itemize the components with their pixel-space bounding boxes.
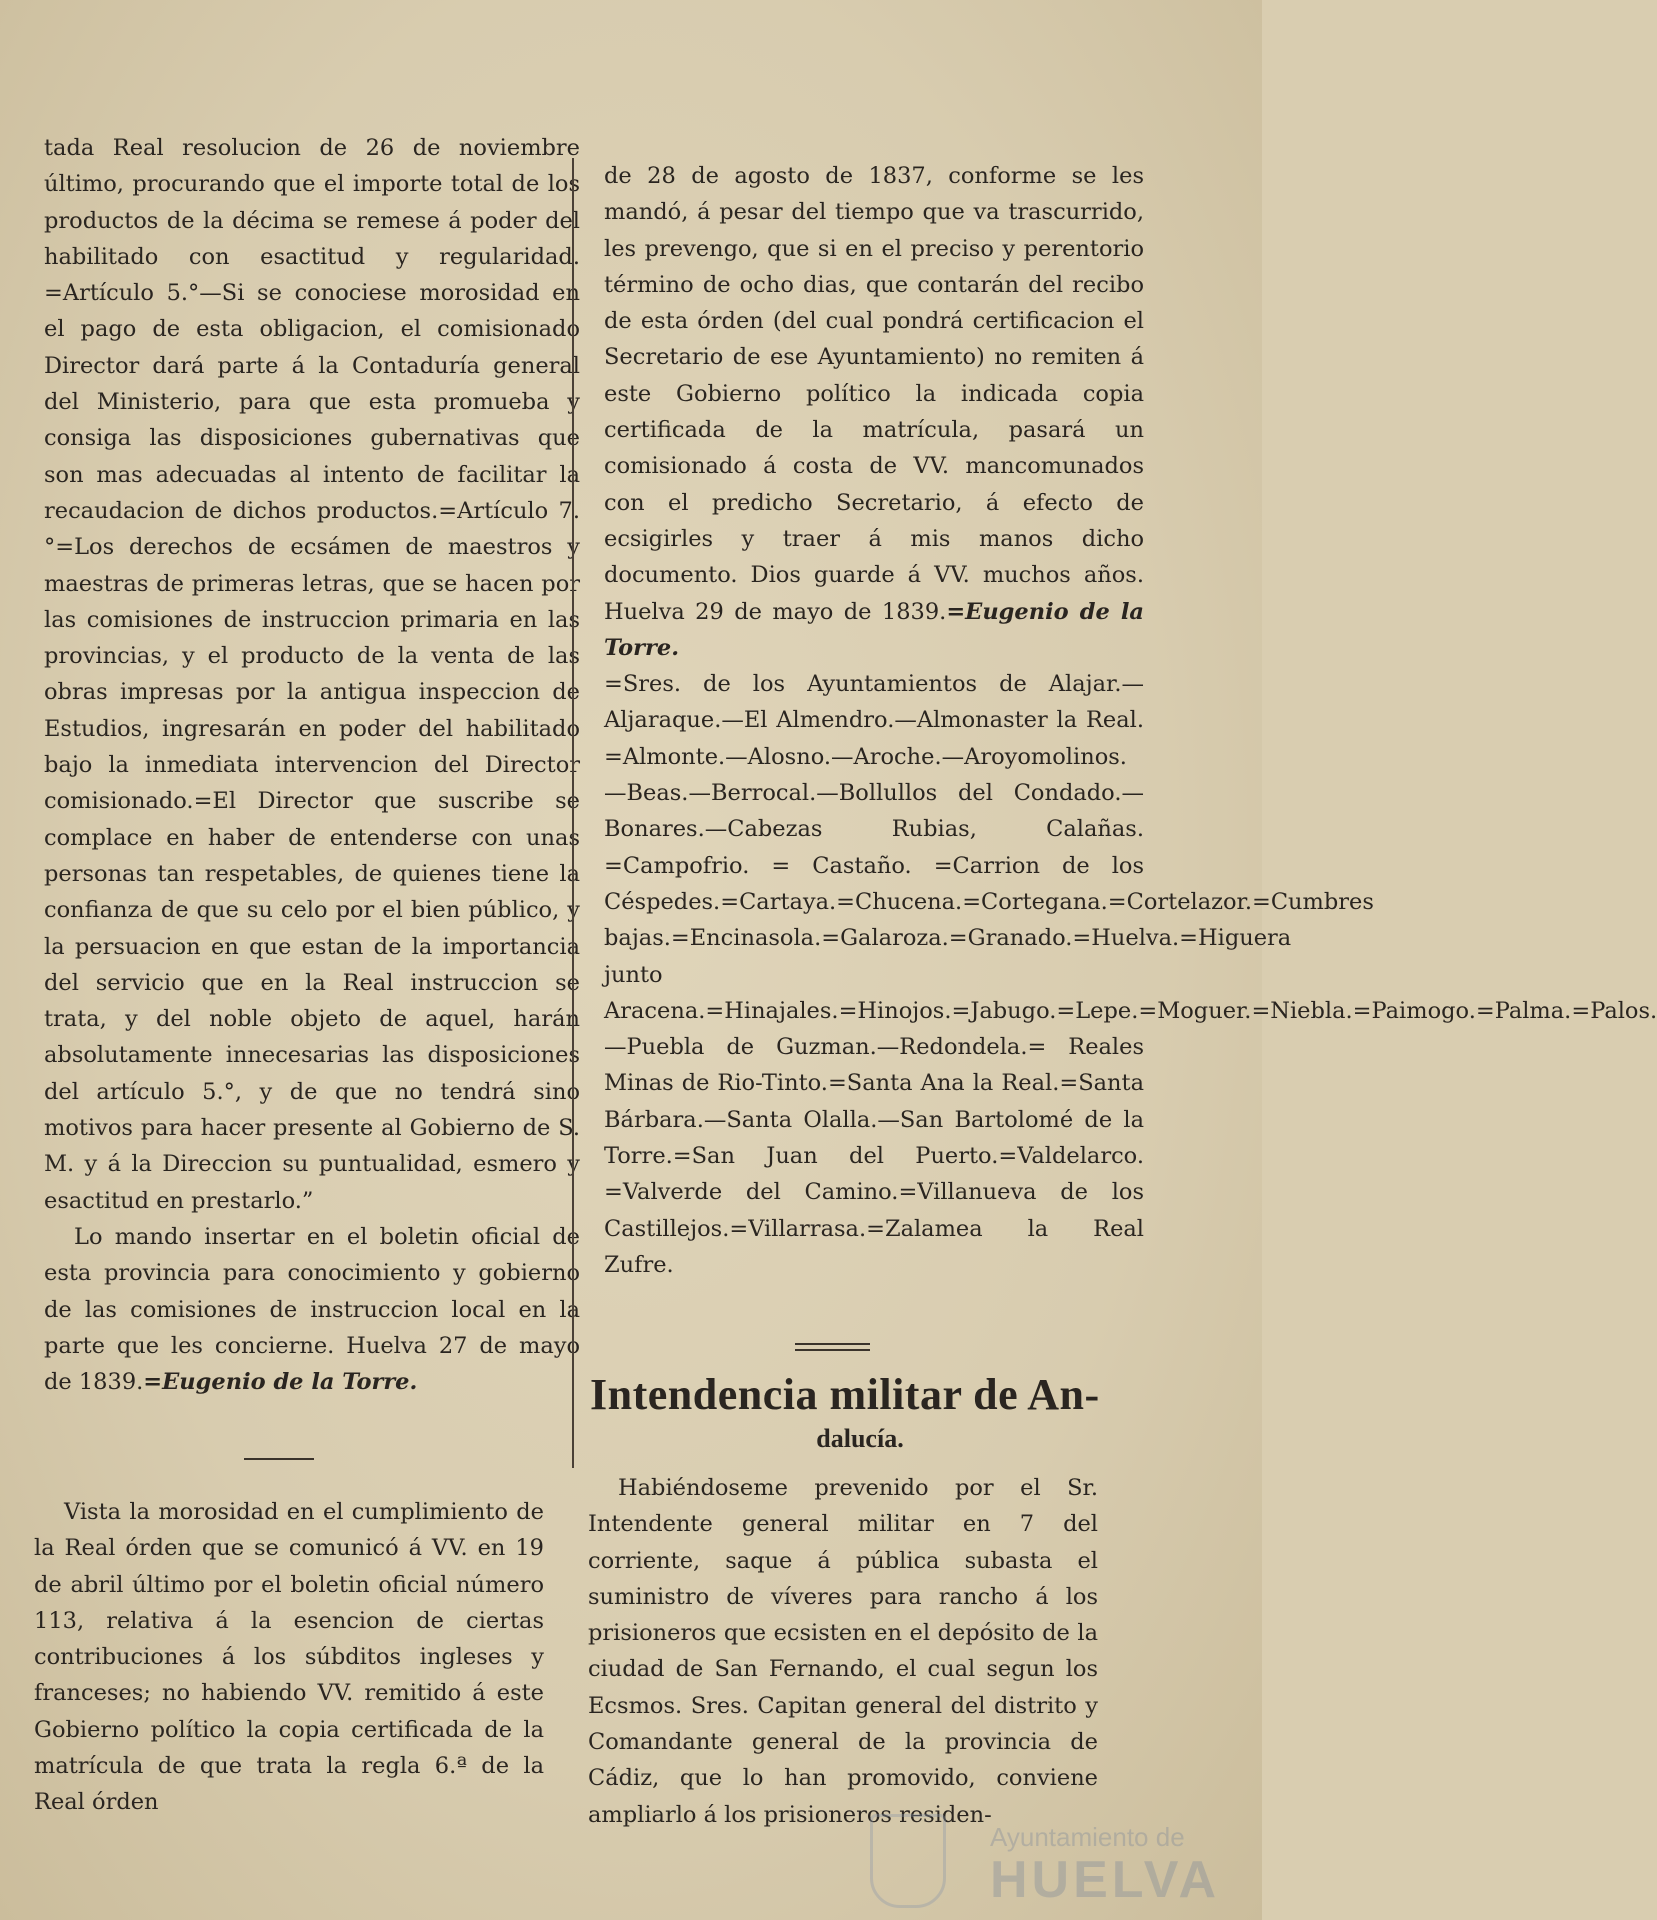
watermark-line-2: HUELVA [990, 1851, 1221, 1909]
left-paragraph-3: Vista la morosidad en el cumplimiento de la Real órden que se comunicó á VV. en 19 de abril último por el boletin oficial número 113, relativa á la esencion de ciertas contribuciones á los súbditos ingleses y franceses; no habiendo VV. remitido á este Gobierno político la copia certificada de la matrícula de que trata la regla 6.ª de la Real órden [34, 1499, 544, 1816]
left-paragraph-2-signature: =Eugenio de la Torre. [143, 1369, 418, 1396]
right-separator-2 [795, 1349, 870, 1351]
section-heading: Intendencia militar de An- [590, 1370, 1100, 1419]
left-paragraph-1: tada Real resolucion de 26 de noviembre último, procurando que el importe total de los productos de la décima se remese á poder del habilitado con esactitud y regularidad. =Artículo 5.°—Si se conociese morosidad en el pago de esta obligacion, el comisionado Director dará parte á la Contaduría general del Ministerio, para que esta promueba y consiga las disposiciones gubernativas que son mas adecuadas al intento de facilitar la recaudacion de dichos productos.=Artículo 7.°=Los derechos de ecsámen de maestros y maestras de primeras letras, que se hacen por las comisiones de instruccion primaria en las provincias, y el producto de la venta de las obras impresas por la antigua inspeccion de Estudios, ingresarán en poder del habilitado bajo la inmediata intervencion del Director comisionado.=El Director que suscribe se complace en haber de entenderse con unas personas tan respetables, de quienes tiene la confianza de que su celo por el bien público, y la persuacion en que estan de la importancia del servicio que en la Real instruccion se trata, y del noble objeto de aquel, harán absolutamente innecesarias las disposiciones del artículo 5.°, y de que no tendrá sino motivos para hacer presente al Gobierno de S. M. y á la Direccion su puntualidad, esmero y esactitud en prestarlo.” [44, 135, 580, 1214]
archive-watermark [870, 1810, 1260, 1920]
left-separator [244, 1458, 314, 1460]
right-paragraph-3: Habiéndoseme prevenido por el Sr. Intendente general militar en 7 del corriente, saque á pública subasta el suministro de víveres para rancho á los prisioneros que ecsisten en el depósito de la ciudad de San Fernando, el cual segun los Ecsmos. Sres. Capitan general del distrito y Comandante general de la provincia de Cádiz, que lo han promovido, conviene ampliarlo á los prisioneros residen- [588, 1475, 1098, 1828]
right-paragraph-1-text: de 28 de agosto de 1837, conforme se les mandó, á pesar del tiempo que va trascurrido, les prevengo, que si en el preciso y perentorio término de ocho dias, que contarán del recibo de esta órden (del cual pondrá certificacion el Secretario de ese Ayuntamiento) no remiten á este Gobierno político la indicada copia certificada de la matrícula, pasará un comisionado á costa de VV. mancomunados con el predicho Secretario, á efecto de ecsigirles y traer á mis manos dicho documento. Dios guarde á VV. muchos años. Huelva 29 de mayo de 1839. [604, 163, 1144, 625]
ayuntamientos-list: =Sres. de los Ayuntamientos de Alajar.—Aljaraque.—El Almendro.—Almonaster la Real. =Almonte.—Alosno.—Aroche.—Aroyomolinos.—Beas.—Berrocal.—Bollullos del Condado.—Bonares.—Cabezas Rubias, Calañas. =Campofrio. = Castaño. =Carrion de los Céspedes.=Cartaya.=Chucena.=Cortegana.=Cortelazor.=Cumbres bajas.=Encinasola.=Galaroza.=Granado.=Huelva.=Higuera junto Aracena.=Hinajales.=Hinojos.=Jabugo.=Lepe.=Moguer.=Niebla.=Paimogo.=Palma.=Palos.—Puebla de Guzman.—Redondela.= Reales Minas de Rio-Tinto.=Santa Ana la Real.=Santa Bárbara.—Santa Olalla.—San Bartolomé de la Torre.=San Juan del Puerto.=Valdelarco. =Valverde del Camino.=Villanueva de los Castillejos.=Villarrasa.=Zalamea la Real Zufre. [604, 671, 1657, 1278]
right-column-bottom [588, 1470, 1098, 1833]
watermark-line-1: Ayuntamiento de [990, 1822, 1185, 1852]
left-column-bottom [34, 1494, 544, 1821]
section-heading-continuation: dalucía. [816, 1424, 904, 1453]
left-paragraph-2-text: Lo mando insertar en el boletin oficial de esta provincia para conocimiento y gobierno de las comisiones de instruccion local en la parte que les concierne. Huelva 27 de mayo de 1839. [44, 1223, 580, 1396]
left-paragraph-2 [44, 1219, 580, 1400]
left-column-top [44, 130, 580, 1400]
column-divider [572, 158, 576, 1468]
coat-of-arms-icon [870, 1814, 946, 1908]
right-paragraph-1-signature: =Eugenio de la Torre. [604, 598, 1144, 661]
right-separator [795, 1343, 870, 1345]
right-paragraph-1 [604, 158, 1144, 666]
right-column-top [604, 158, 1657, 1283]
